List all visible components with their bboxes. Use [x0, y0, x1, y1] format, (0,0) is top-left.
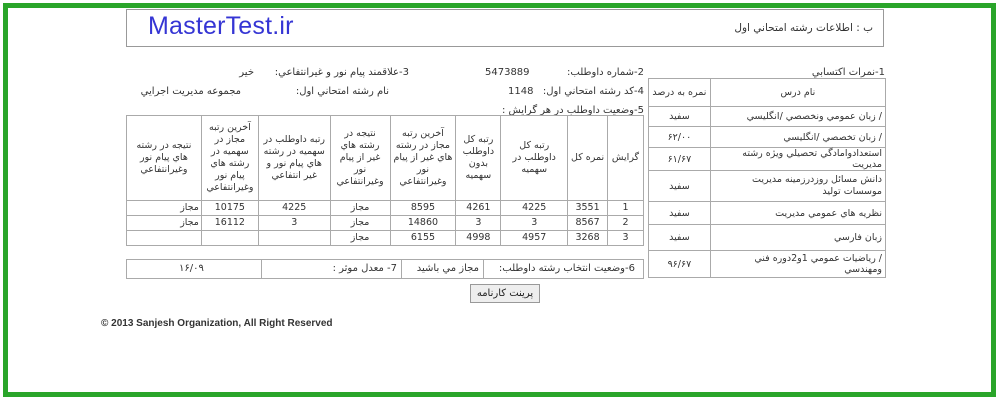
course-name: زبان فارسي	[710, 225, 885, 251]
status-label: 5-وضعيت داوطلب در هر گرايش :	[501, 105, 644, 116]
course-score: ۶۲/۰۰	[649, 127, 711, 148]
course-name-header: نام درس	[710, 79, 885, 107]
course-score: سفيد	[649, 171, 711, 202]
status-row	[127, 216, 644, 231]
course-score: ۹۶/۶۷	[649, 251, 711, 278]
status-cell: 3	[608, 231, 644, 246]
interest-label: 3-علاقمند پيام نور و غيرانتفاعي:	[274, 67, 409, 78]
status-cell: مجاز	[330, 231, 390, 246]
average-label: 7- معدل موثر :	[332, 263, 397, 274]
course-row	[649, 107, 886, 127]
status-table	[126, 115, 644, 246]
field-code-value: 1148	[508, 86, 534, 97]
course-row	[649, 251, 886, 278]
status-header-cell: آخرين رتبه مجاز در رشته هاي غير از پيام نور وغيرانتفاعي	[390, 116, 456, 201]
status-header-cell: نتيجه در رشته هاي غير از پيام نور وغيرانتفاعي	[330, 116, 390, 201]
copyright: © 2013 Sanjesh Organization, All Right Reserved	[101, 318, 333, 329]
field-code-label: 4-كد رشته امتحاني اول:	[542, 86, 644, 97]
applicant-number-label: 2-شماره داوطلب:	[567, 67, 644, 78]
status-header-cell: نمره كل	[568, 116, 608, 201]
selection-bar	[126, 259, 644, 279]
status-cell: 1	[608, 201, 644, 216]
status-cell: 4261	[456, 201, 501, 216]
status-cell: 4998	[456, 231, 501, 246]
status-cell: مجاز	[330, 216, 390, 231]
status-cell: مجاز	[127, 201, 202, 216]
divider	[483, 260, 484, 278]
course-row	[649, 225, 886, 251]
course-name: / رياضيات عمومي 1و2دوره فني ومهندسي	[710, 251, 885, 278]
status-cell: 6155	[390, 231, 456, 246]
course-score: سفيد	[649, 202, 711, 225]
course-name: دانش مسائل روزدرزمينه مديريت موسسات توليد	[710, 171, 885, 202]
course-name: نظريه هاي عمومي مديريت	[710, 202, 885, 225]
status-cell: 10175	[201, 201, 258, 216]
status-header-cell: نتيجه در رشته هاي پيام نور وغيرانتفاعي	[127, 116, 202, 201]
course-name: / زبان عمومي ونخصصي /انگليسي	[710, 107, 885, 127]
status-row	[127, 201, 644, 216]
status-cell: 4225	[501, 201, 568, 216]
course-row	[649, 148, 886, 171]
brand-watermark: MasterTest.ir	[148, 12, 294, 40]
status-cell: 4225	[258, 201, 330, 216]
status-cell: 16112	[201, 216, 258, 231]
divider	[401, 260, 402, 278]
status-cell: 3	[456, 216, 501, 231]
course-score: سفيد	[649, 225, 711, 251]
status-cell: 3268	[568, 231, 608, 246]
course-score-header: نمره به درصد	[649, 79, 711, 107]
status-cell: 3	[501, 216, 568, 231]
status-cell: 14860	[390, 216, 456, 231]
interest-value: خير	[239, 67, 254, 78]
status-header-row	[127, 116, 644, 201]
status-cell	[201, 231, 258, 246]
field-name-label: نام رشته امتحاني اول:	[295, 86, 389, 97]
course-name: استعدادوامادگي تحصيلي ويژه رشته مديريت	[710, 148, 885, 171]
status-header-cell: رتبه كل داوطلب بدون سهميه	[456, 116, 501, 201]
status-cell: 2	[608, 216, 644, 231]
status-cell: 8567	[568, 216, 608, 231]
course-score: ۶۱/۶۷	[649, 148, 711, 171]
courses-table	[648, 78, 886, 278]
status-cell	[127, 231, 202, 246]
scores-label: 1-نمرات اكتسابي	[811, 67, 885, 78]
status-header-cell: آخرين رتبه مجاز در سهميه در رشته هاي پيام نور وغيرانتفاعي	[201, 116, 258, 201]
applicant-number-value: 5473889	[485, 67, 530, 78]
status-cell: 4957	[501, 231, 568, 246]
average-value: ۱۶/۰۹	[179, 263, 204, 274]
course-row	[649, 202, 886, 225]
status-cell: 3	[258, 216, 330, 231]
status-cell	[258, 231, 330, 246]
status-header-cell: رتبه داوطلب در سهميه در رشته هاي پيام نور و غير انتفاعي	[258, 116, 330, 201]
course-row	[649, 127, 886, 148]
status-header-cell: رتبه كل داوطلب در سهميه	[501, 116, 568, 201]
divider	[261, 260, 262, 278]
print-report-button[interactable]: پرينت كارنامه	[470, 284, 540, 303]
status-cell: مجاز	[330, 201, 390, 216]
section-title: ب : اطلاعات رشته امتحاني اول	[734, 22, 873, 34]
field-name-value: مجموعه مديريت اجرايي	[140, 86, 241, 97]
status-row	[127, 231, 644, 246]
selection-value: مجاز مي باشيد	[416, 263, 479, 274]
course-row	[649, 171, 886, 202]
course-name: / زبان تخصصي /انگليسي	[710, 127, 885, 148]
status-cell: مجاز	[127, 216, 202, 231]
status-header-cell: گرايش	[608, 116, 644, 201]
courses-header-row	[649, 79, 886, 107]
selection-label: 6-وضعيت انتخاب رشته داوطلب:	[498, 263, 635, 274]
status-cell: 3551	[568, 201, 608, 216]
course-score: سفيد	[649, 107, 711, 127]
status-cell: 8595	[390, 201, 456, 216]
